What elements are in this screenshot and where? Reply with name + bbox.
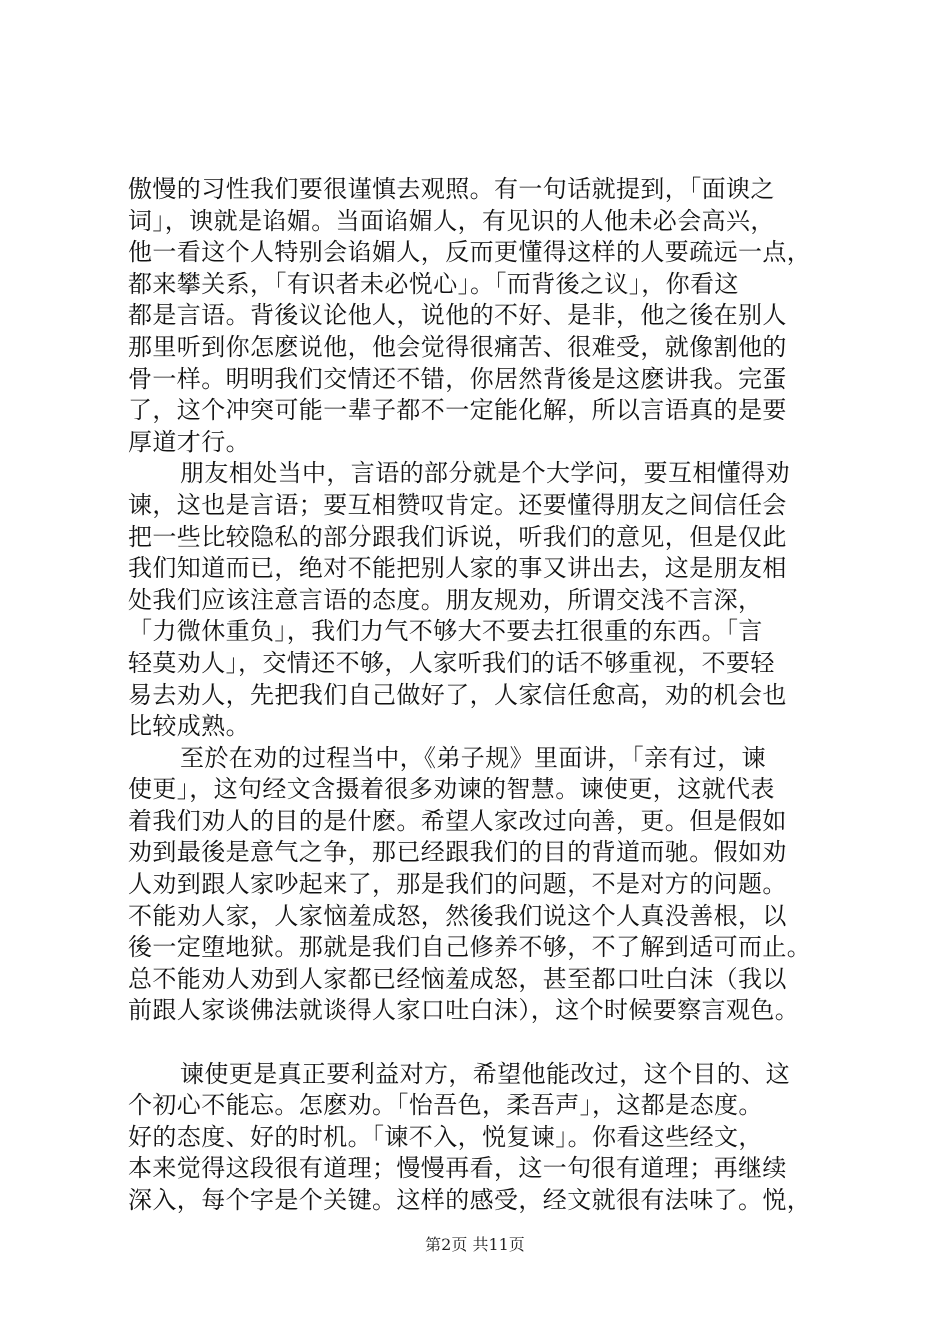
text-line: 个初心不能忘。怎麽劝。「怡吾色，柔吾声」，这都是态度。 xyxy=(128,1091,763,1120)
text-line: 谏，这也是言语；要互相赞叹肯定。还要懂得朋友之间信任会 xyxy=(128,490,787,519)
text-line: 都是言语。背後议论他人，说他的不好、是非，他之後在别人 xyxy=(128,301,787,330)
text-line: 本来觉得这段很有道理；慢慢再看，这一句很有道理；再继续 xyxy=(128,1154,787,1183)
text-line: 前跟人家谈佛法就谈得人家口吐白沫），这个时候要察言观色。 xyxy=(128,996,800,1025)
text-line: 处我们应该注意言语的态度。朋友规劝，所谓交浅不言深， xyxy=(128,585,763,614)
text-line: 骨一样。明明我们交情还不错，你居然背後是这麽讲我。完蛋 xyxy=(128,364,787,393)
text-line: 使更」，这句经文含摄着很多劝谏的智慧。谏使更，这就代表 xyxy=(128,775,775,804)
paragraph-start-line: 至於在劝的过程当中，《弟子规》里面讲，「亲有过，谏 xyxy=(180,743,766,772)
text-line: 劝到最後是意气之争，那已经跟我们的目的背道而驰。假如劝 xyxy=(128,838,787,867)
text-line: 着我们劝人的目的是什麽。希望人家改过向善，更。但是假如 xyxy=(128,806,787,835)
paragraph-start-line: 谏使更是真正要利益对方，希望他能改过，这个目的、这 xyxy=(180,1059,790,1088)
text-line: 「力微休重负」，我们力气不够大不要去扛很重的东西。「言 xyxy=(128,617,763,646)
page-footer: 第2页 共11页 xyxy=(425,1235,525,1254)
text-line: 都来攀关系，「有识者未必悦心」。「而背後之议」，你看这 xyxy=(128,269,739,298)
paragraph-start-line: 朋友相处当中，言语的部分就是个大学问，要互相懂得劝 xyxy=(180,459,790,488)
document-body xyxy=(128,174,840,1217)
text-line: 不能劝人家，人家恼羞成怒，然後我们说这个人真没善根，以 xyxy=(128,901,787,930)
text-line: 了，这个冲突可能一辈子都不一定能化解，所以言语真的是要 xyxy=(128,396,787,425)
text-line: 比较成熟。 xyxy=(128,712,250,741)
text-line: 总不能劝人劝到人家都已经恼羞成怒，甚至都口吐白沫（我以 xyxy=(128,964,787,993)
text-line: 那里听到你怎麽说他，他会觉得很痛苦、很难受，就像割他的 xyxy=(128,332,787,361)
text-line: 傲慢的习性我们要很谨慎去观照。有一句话就提到，「面谀之 xyxy=(128,175,775,203)
text-line: 深入，每个字是个关键。这样的感受，经文就很有法味了。悦， xyxy=(128,1186,812,1214)
text-line: 後一定堕地狱。那就是我们自己修养不够，不了解到适可而止。 xyxy=(128,933,812,962)
text-line: 厚道才行。 xyxy=(128,427,250,456)
text-line: 词」，谀就是谄媚。当面谄媚人，有见识的人他未必会高兴， xyxy=(128,206,775,235)
text-line: 他一看这个人特别会谄媚人，反而更懂得这样的人要疏远一点， xyxy=(128,238,812,267)
text-line: 人劝到跟人家吵起来了，那是我们的问题，不是对方的问题。 xyxy=(128,870,787,899)
text-line: 轻莫劝人」，交情还不够，人家听我们的话不够重视，不要轻 xyxy=(128,648,775,677)
paragraph-gap xyxy=(128,1027,840,1059)
text-line: 我们知道而已，绝对不能把别人家的事又讲出去，这是朋友相 xyxy=(128,554,787,583)
text-line: 易去劝人，先把我们自己做好了，人家信任愈高，劝的机会也 xyxy=(128,680,787,709)
text-line: 把一些比较隐私的部分跟我们诉说，听我们的意见，但是仅此 xyxy=(128,522,787,551)
text-line: 好的态度、好的时机。「谏不入，悦复谏」。你看这些经文， xyxy=(128,1122,763,1151)
